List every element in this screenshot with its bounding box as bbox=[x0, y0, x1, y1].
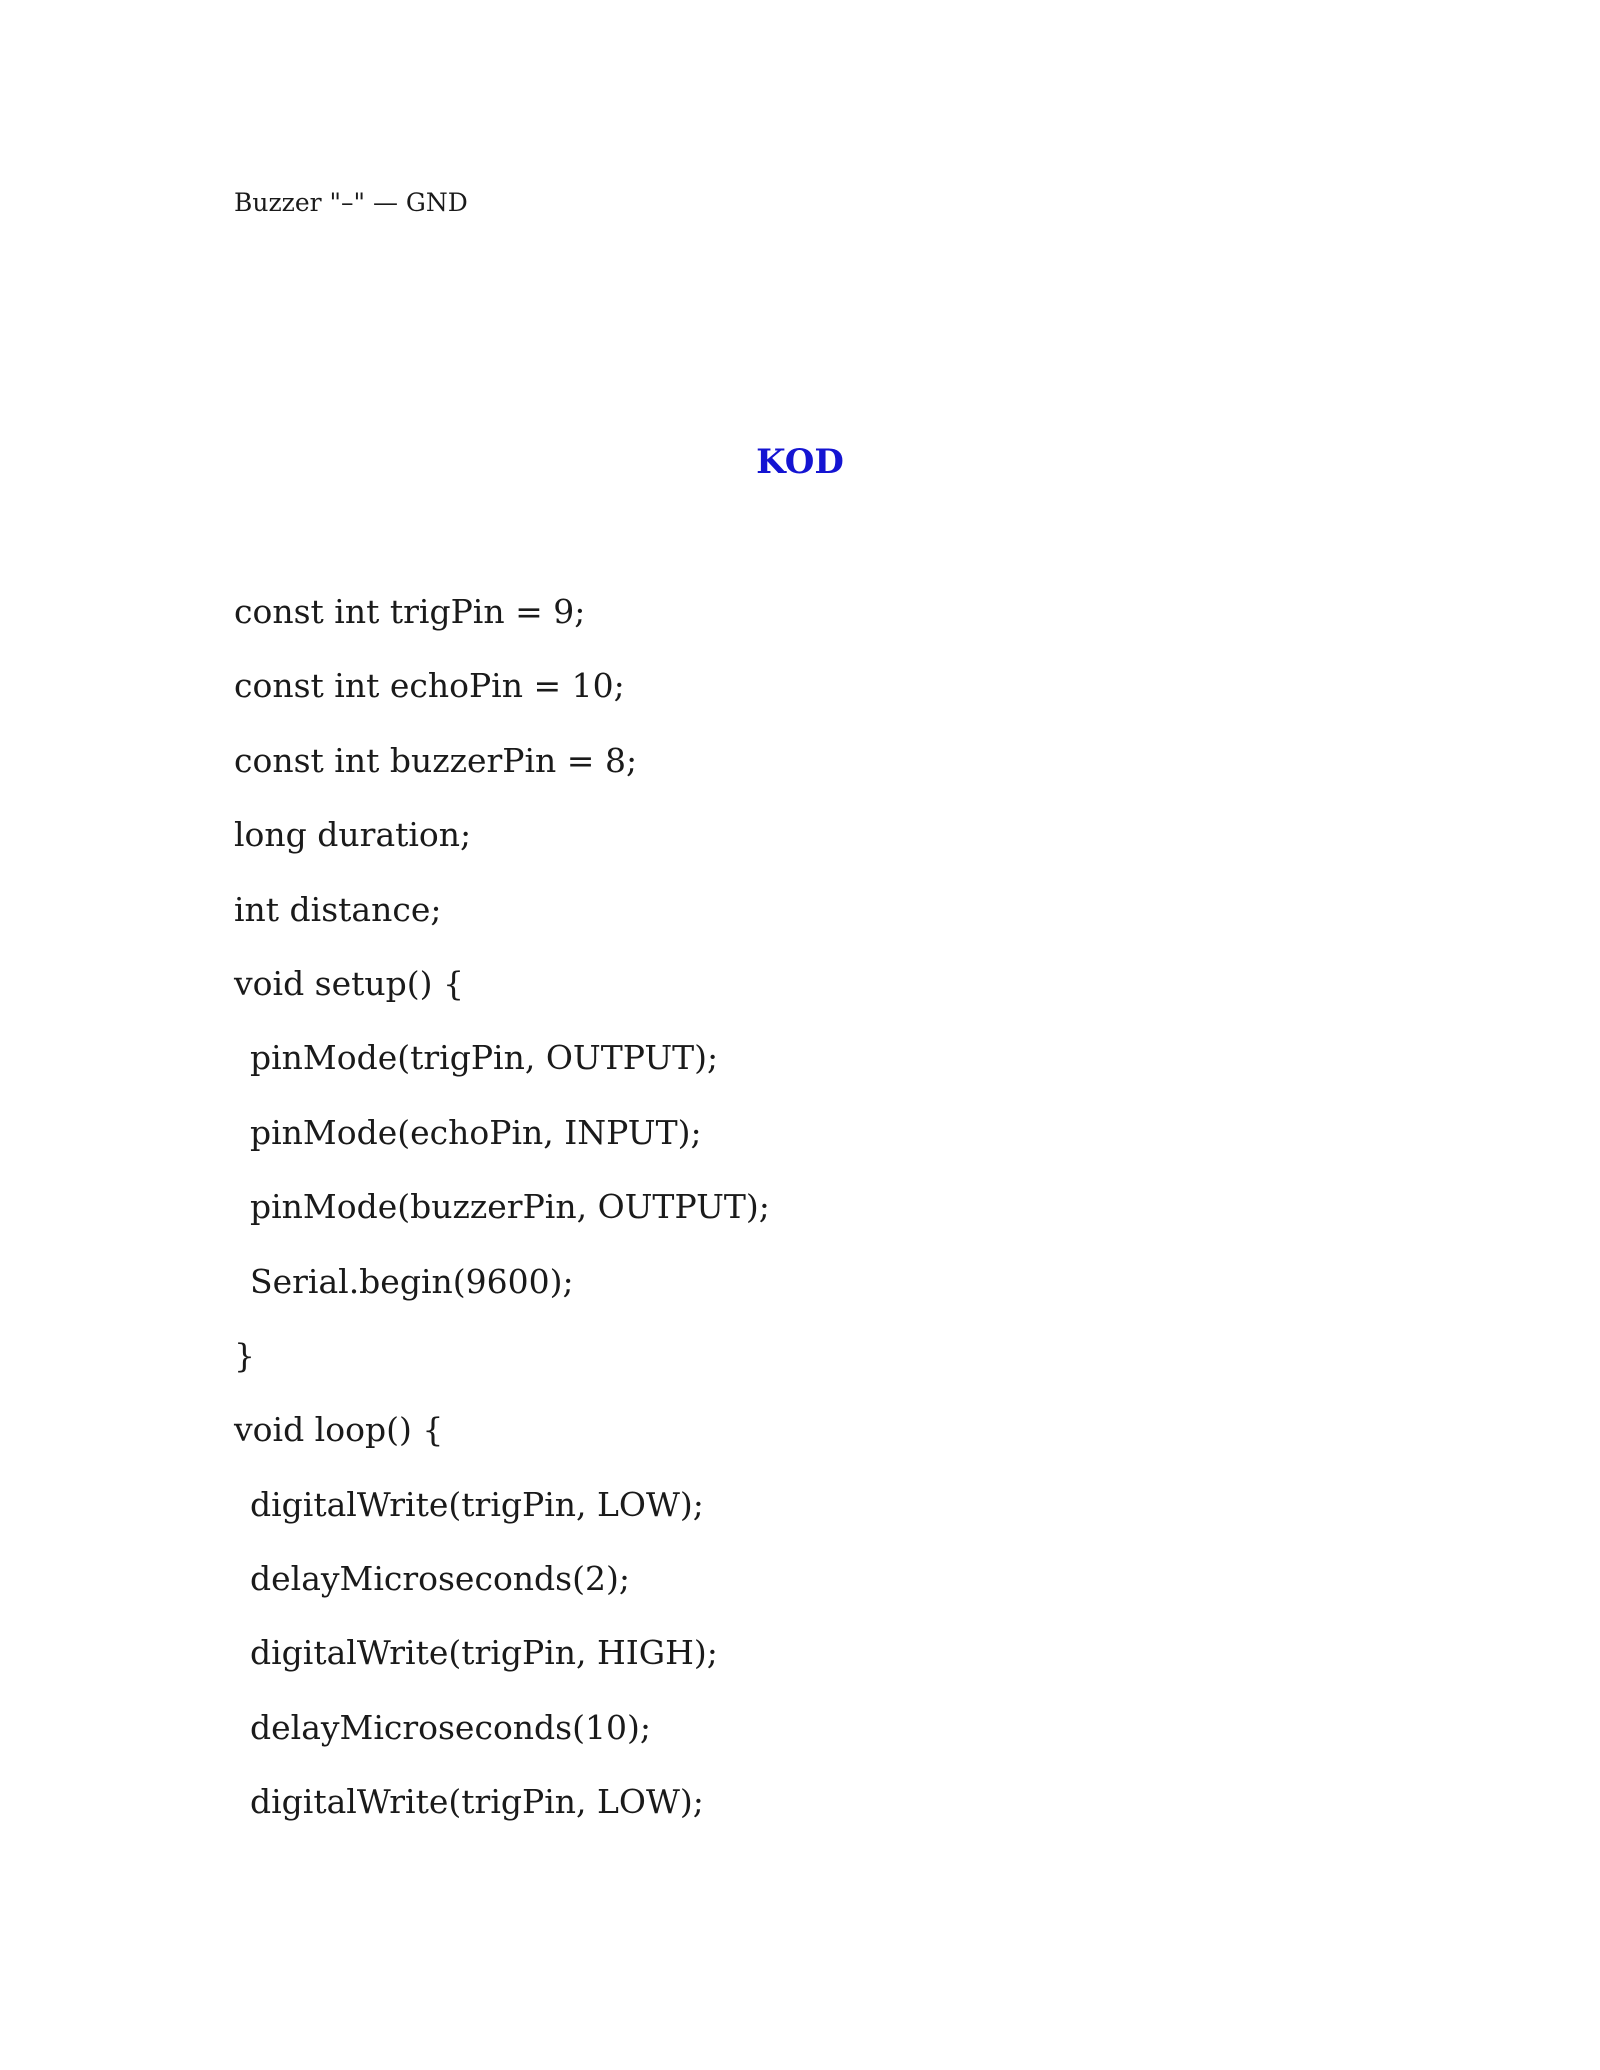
code-line: digitalWrite(trigPin, LOW); bbox=[250, 1782, 704, 1822]
code-line: digitalWrite(trigPin, LOW); bbox=[250, 1484, 704, 1524]
code-line: pinMode(echoPin, INPUT); bbox=[250, 1112, 702, 1152]
code-line: int distance; bbox=[234, 889, 442, 929]
code-line: const int echoPin = 10; bbox=[234, 666, 625, 706]
code-line: void loop() { bbox=[234, 1410, 444, 1450]
wiring-note: Buzzer "–" — GND bbox=[234, 188, 468, 217]
code-line: const int trigPin = 9; bbox=[234, 592, 586, 631]
code-listing bbox=[234, 590, 770, 1855]
code-line: Serial.begin(9600); bbox=[250, 1261, 574, 1301]
code-line: pinMode(buzzerPin, OUTPUT); bbox=[250, 1187, 770, 1227]
code-line: pinMode(trigPin, OUTPUT); bbox=[250, 1038, 719, 1078]
code-line: delayMicroseconds(10); bbox=[250, 1707, 651, 1747]
code-line: digitalWrite(trigPin, HIGH); bbox=[250, 1633, 718, 1673]
code-line: } bbox=[234, 1335, 255, 1375]
code-line: void setup() { bbox=[234, 963, 465, 1003]
code-line: long duration; bbox=[234, 815, 472, 855]
section-heading: KOD bbox=[756, 442, 844, 482]
code-line: delayMicroseconds(2); bbox=[250, 1559, 630, 1599]
code-line: const int buzzerPin = 8; bbox=[234, 740, 638, 780]
